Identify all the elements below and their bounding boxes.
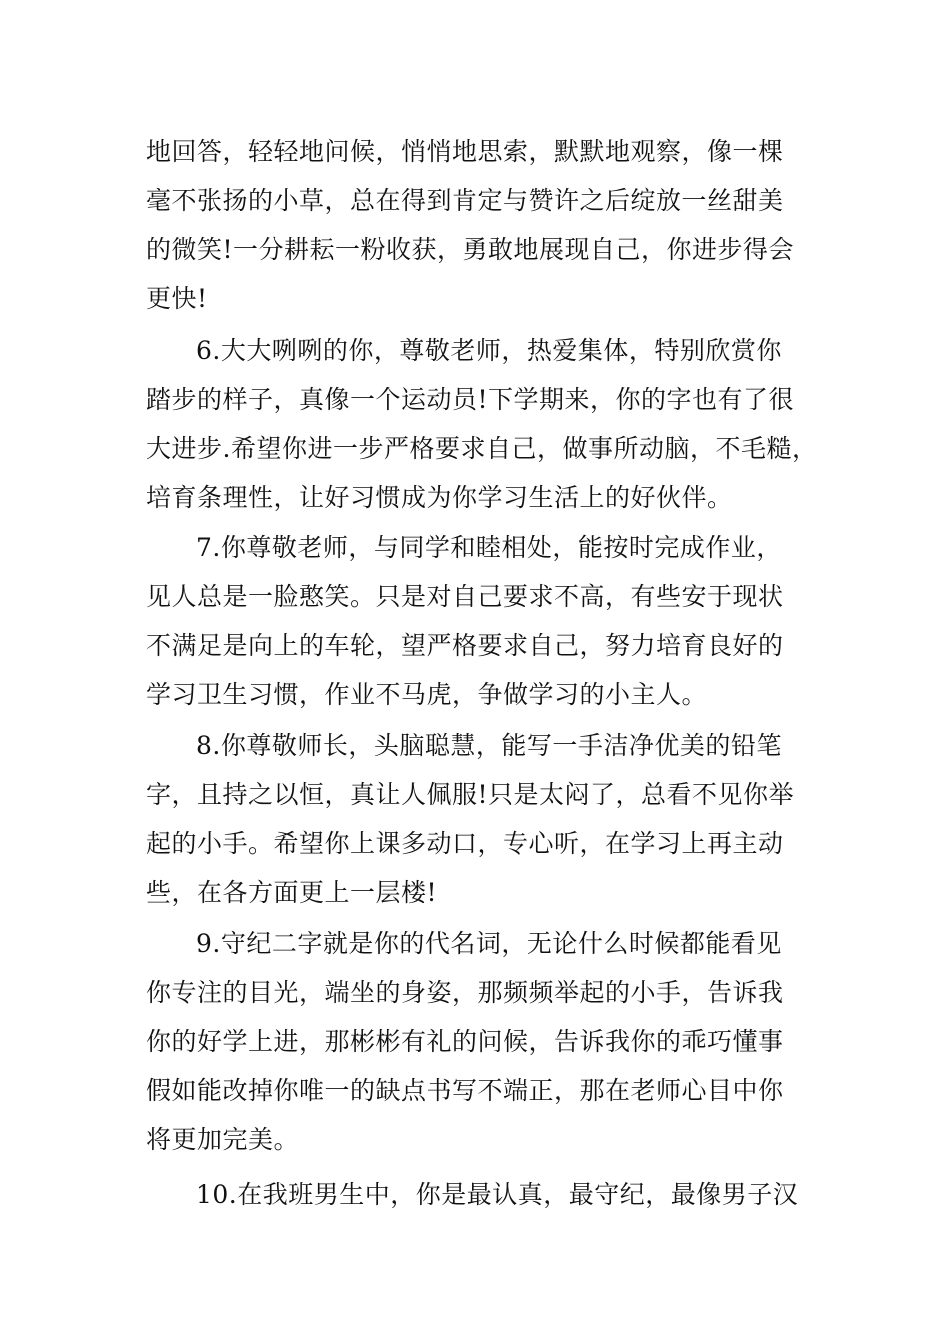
text-line: 将更加完美。 [146, 1125, 300, 1154]
text-line: 踏步的样子，真像一个运动员!下学期来，你的字也有了很 [146, 385, 795, 414]
text-line: 地回答，轻轻地问候，悄悄地思索，默默地观察，像一棵 [146, 137, 784, 166]
text-line: 的微笑!一分耕耘一粉收获，勇敢地展现自己，你进步得会 [146, 235, 795, 264]
text-line: 假如能改掉你唯一的缺点书写不端正，那在老师心目中你 [146, 1076, 784, 1105]
text-line: 更快! [146, 284, 208, 313]
text-line: 大进步.希望你进一步严格要求自己，做事所动脑，不毛糙， [146, 434, 818, 463]
text-line: 你专注的目光，端坐的身姿，那频频举起的小手，告诉我 [146, 978, 784, 1007]
text-line: 不满足是向上的车轮，望严格要求自己，努力培育良好的 [146, 631, 784, 660]
text-line: 起的小手。希望你上课多动口，专心听，在学习上再主动 [146, 829, 784, 858]
paragraph-10-first-line: 10.在我班男生中，你是最认真，最守纪，最像男子汉 [196, 1180, 799, 1209]
text-line: 培育条理性，让好习惯成为你学习生活上的好伙伴。 [146, 483, 733, 512]
text-line: 些，在各方面更上一层楼! [146, 878, 438, 907]
text-line: 毫不张扬的小草，总在得到肯定与赞许之后绽放一丝甜美 [146, 186, 784, 215]
paragraph-8-first-line: 8.你尊敬师长，头脑聪慧，能写一手洁净优美的铅笔 [196, 731, 782, 760]
paragraph-9-first-line: 9.守纪二字就是你的代名词，无论什么时候都能看见 [196, 929, 782, 958]
paragraph-7-first-line: 7.你尊敬老师，与同学和睦相处，能按时完成作业， [196, 533, 782, 562]
text-line: 你的好学上进，那彬彬有礼的问候，告诉我你的乖巧懂事 [146, 1027, 784, 1056]
text-line: 字，且持之以恒，真让人佩服!只是太闷了，总看不见你举 [146, 780, 795, 809]
paragraph-6-first-line: 6.大大咧咧的你，尊敬老师，热爱集体，特别欣赏你 [196, 336, 782, 365]
text-line: 学习卫生习惯，作业不马虎，争做学习的小主人。 [146, 680, 708, 709]
text-line: 见人总是一脸憨笑。只是对自己要求不高，有些安于现状 [146, 582, 784, 611]
